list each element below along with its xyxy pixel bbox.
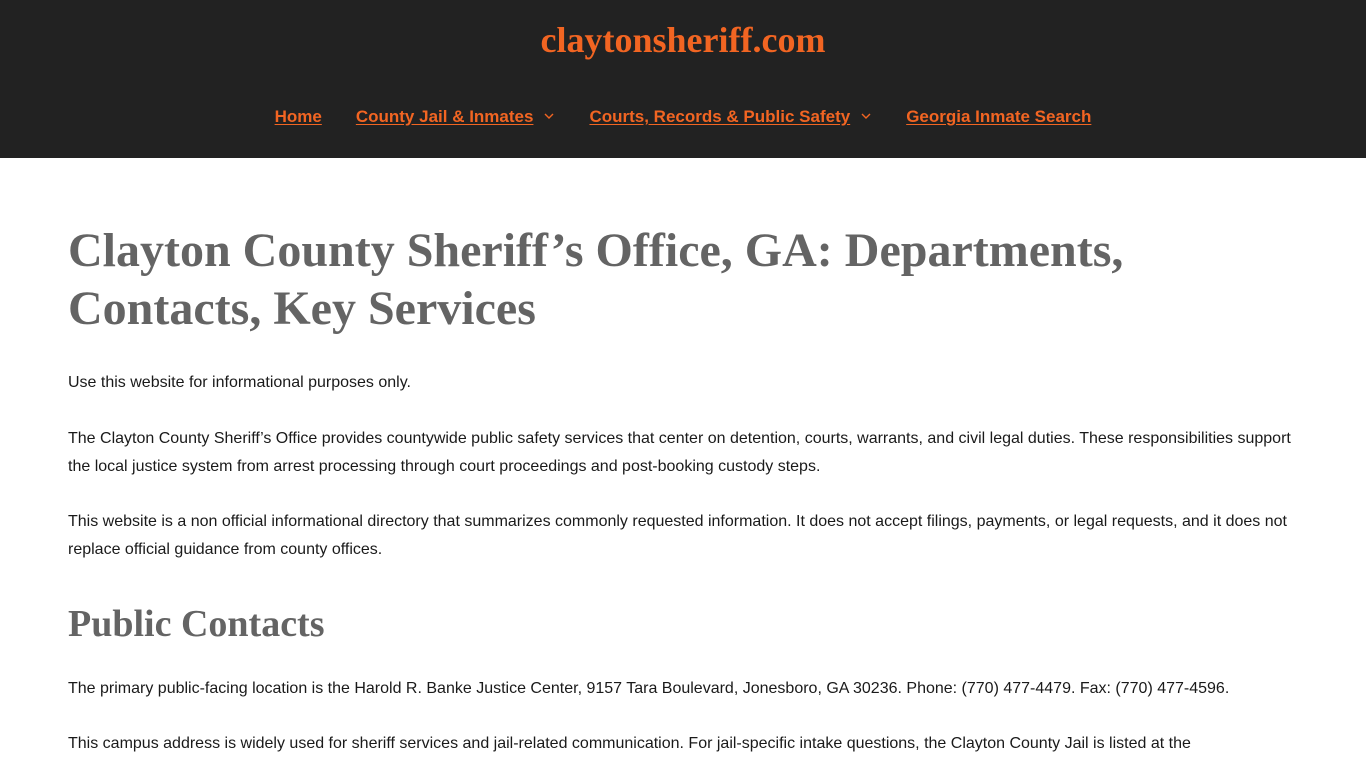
main-navigation [0, 105, 1366, 129]
primary-location-paragraph: The primary public-facing location is the Harold R. Banke Justice Center, 9157 Tara Boulevard, Jonesboro, GA 30236. Phone: (770) 477-4479. Fax: (770) 477-4596. [68, 680, 1230, 697]
nav-item-georgia-inmate-search[interactable] [906, 105, 1091, 129]
nav-item-courts-records-public-safety[interactable] [589, 105, 872, 129]
site-title-link[interactable]: claytonsheriff.com [540, 20, 826, 60]
nav-link-home[interactable]: Home [274, 107, 322, 126]
chevron-down-icon[interactable] [543, 110, 555, 122]
page-title: Clayton County Sheriff’s Office, GA: Departments, Contacts, Key Services [68, 224, 1124, 335]
nav-link-county-jail-inmates[interactable]: County Jail & Inmates [355, 107, 534, 126]
chevron-down-icon[interactable] [860, 110, 872, 122]
disclaimer-paragraph: Use this website for informational purposes only. [68, 374, 411, 391]
intro-paragraph: The Clayton County Sheriff’s Office provides countywide public safety services that center on detention, courts, warrants, and civil legal duties. These responsibilities support the local justice system from arrest processing through court proceedings and post-booking custody steps. [68, 430, 1291, 475]
nav-link-georgia-inmate-search[interactable]: Georgia Inmate Search [906, 107, 1092, 126]
nav-link-courts-records-public-safety[interactable]: Courts, Records & Public Safety [589, 107, 851, 126]
site-header [0, 0, 1366, 158]
section-heading-public-contacts: Public Contacts [68, 603, 325, 645]
nav-item-home[interactable] [275, 105, 322, 129]
campus-address-paragraph: This campus address is widely used for sheriff services and jail-related communication. For jail-specific intake questions, the Clayton County Jail is listed at the [68, 735, 1191, 752]
article-content [0, 222, 1366, 758]
non-official-notice-paragraph: This website is a non official informational directory that summarizes commonly requested information. It does not accept filings, payments, or legal requests, and it does not replace official guidance from county offices. [68, 513, 1287, 558]
nav-item-county-jail-inmates[interactable] [356, 105, 556, 129]
